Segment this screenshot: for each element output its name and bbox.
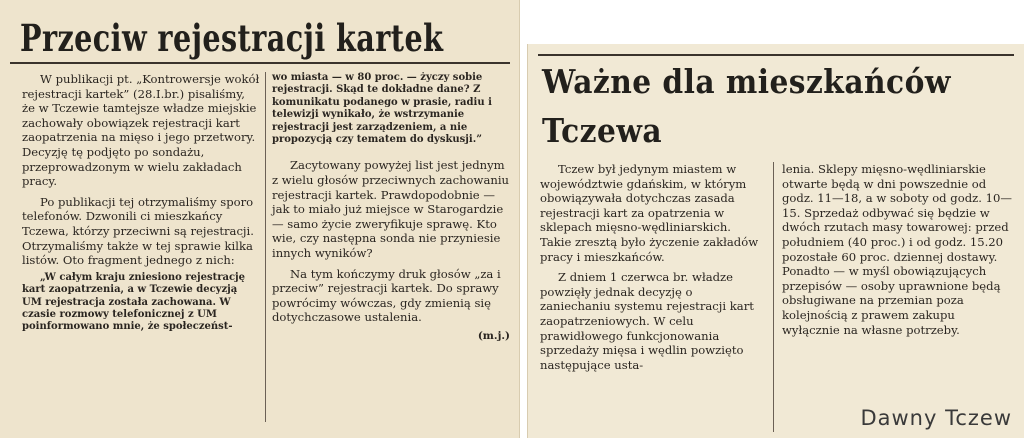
clipping-wazne-dla-mieszkancow [527, 44, 1024, 438]
paragraph: W publikacji pt. „Kontrowersje wokół rejestracji kartek” (28.I.br.) pisaliśmy, że w Tczewie tamtejsze władze miejskie zachowały obowiązek rejestracji kart zaopatrzenia na mięso i jego przetwory. Decyzję tę podjęto po sondażu, przeprowadzonym w wielu zakładach pracy. [22, 72, 260, 189]
paragraph: Tczew był jedynym miastem w województwie gdańskim, w którym obowiązywała dotychczas zasada rejestracji kart za opatrzenia w sklepach mięsno-wędliniarskich. Takie zresztą było życzenie zakładów pracy i mieszkańców. [540, 162, 759, 264]
paragraph: Po publikacji tej otrzymaliśmy sporo telefonów. Dzwonili ci mieszkańcy Tczewa, którzy przeciwni są rejestracji. Otrzymaliśmy także w tej sprawie kilka listów. Oto fragment jednego z nich: [22, 194, 254, 268]
article-title: Przeciw rejestracji kartek [20, 16, 444, 60]
article-title-line-2: Tczewa [542, 111, 663, 150]
article-column-1 [540, 162, 764, 372]
column-divider [773, 162, 774, 432]
quote-part-1: „W całym kraju zniesiono rejestrację kart zaopatrzenia, a w Tczewie decyzją UM rejestracja została zachowana. W czasie rozmowy telefonicznej z UM poinformowano mnie, że społeczeńst- [22, 271, 246, 333]
title-rule [10, 62, 510, 64]
article-column-1 [22, 72, 260, 334]
author-signature: (m.j.) [477, 329, 510, 342]
paragraph: lenia. Sklepy mięsno-wędliniarskie otwarte będą w dni powszednie od godz. 11—18, a w soboty od godz. 10—15. Sprzedaż odbywać się będzie w dwóch rzutach masy towarowej: przed południem (40 proc.) i od godz. 15.20 pozostałe 60 proc. dziennej dostawy. Ponadto — w myśl obowiązujących przepisów — osoby uprawnione będą obsługiwane na przemian poza kolejnością z prawem zakupu wyłącznie na własne potrzeby. [782, 162, 1012, 337]
watermark-text: Dawny Tczew [860, 406, 1012, 430]
article-title-line-1: Ważne dla mieszkańców [542, 62, 951, 101]
paragraph: Zacytowany powyżej list jest jednym z wielu głosów przeciwnych zachowaniu rejestracji kartek. Prawdopodobnie — jak to miało już miejsce w Starogardzie — samo życie zweryfikuje sprawę. Kto wie, czy następna sonda nie przyniesie innych wyników? [272, 158, 510, 260]
article-column-2 [782, 162, 1014, 337]
paragraph: Na tym kończymy druk głosów „za i przeciw” rejestracji kartek. Do sprawy powrócimy wówczas, gdy zmienią się dotychczasowe ustalenia. [272, 266, 501, 325]
paragraph: Z dniem 1 czerwca br. władze powzięły jednak decyzję o zaniechaniu systemu rejestracji kart zaopatrzeniowych. W celu prawidłowego funkcjonowania sprzedaży mięsa i wędlin powzięto następujące usta- [540, 270, 754, 372]
top-rule [538, 54, 1014, 56]
article-column-2 [272, 72, 510, 344]
quote-part-2: wo miasta — w 80 proc. — życzy sobie rejestracji. Skąd te dokładne dane? Z komunikatu podanego w prasie, radiu i telewizji wynikało, że wstrzymanie rejestracji jest zarządzeniem, a nie propozycją czy tematem do dyskusji.” [272, 72, 492, 146]
column-divider [265, 72, 266, 422]
